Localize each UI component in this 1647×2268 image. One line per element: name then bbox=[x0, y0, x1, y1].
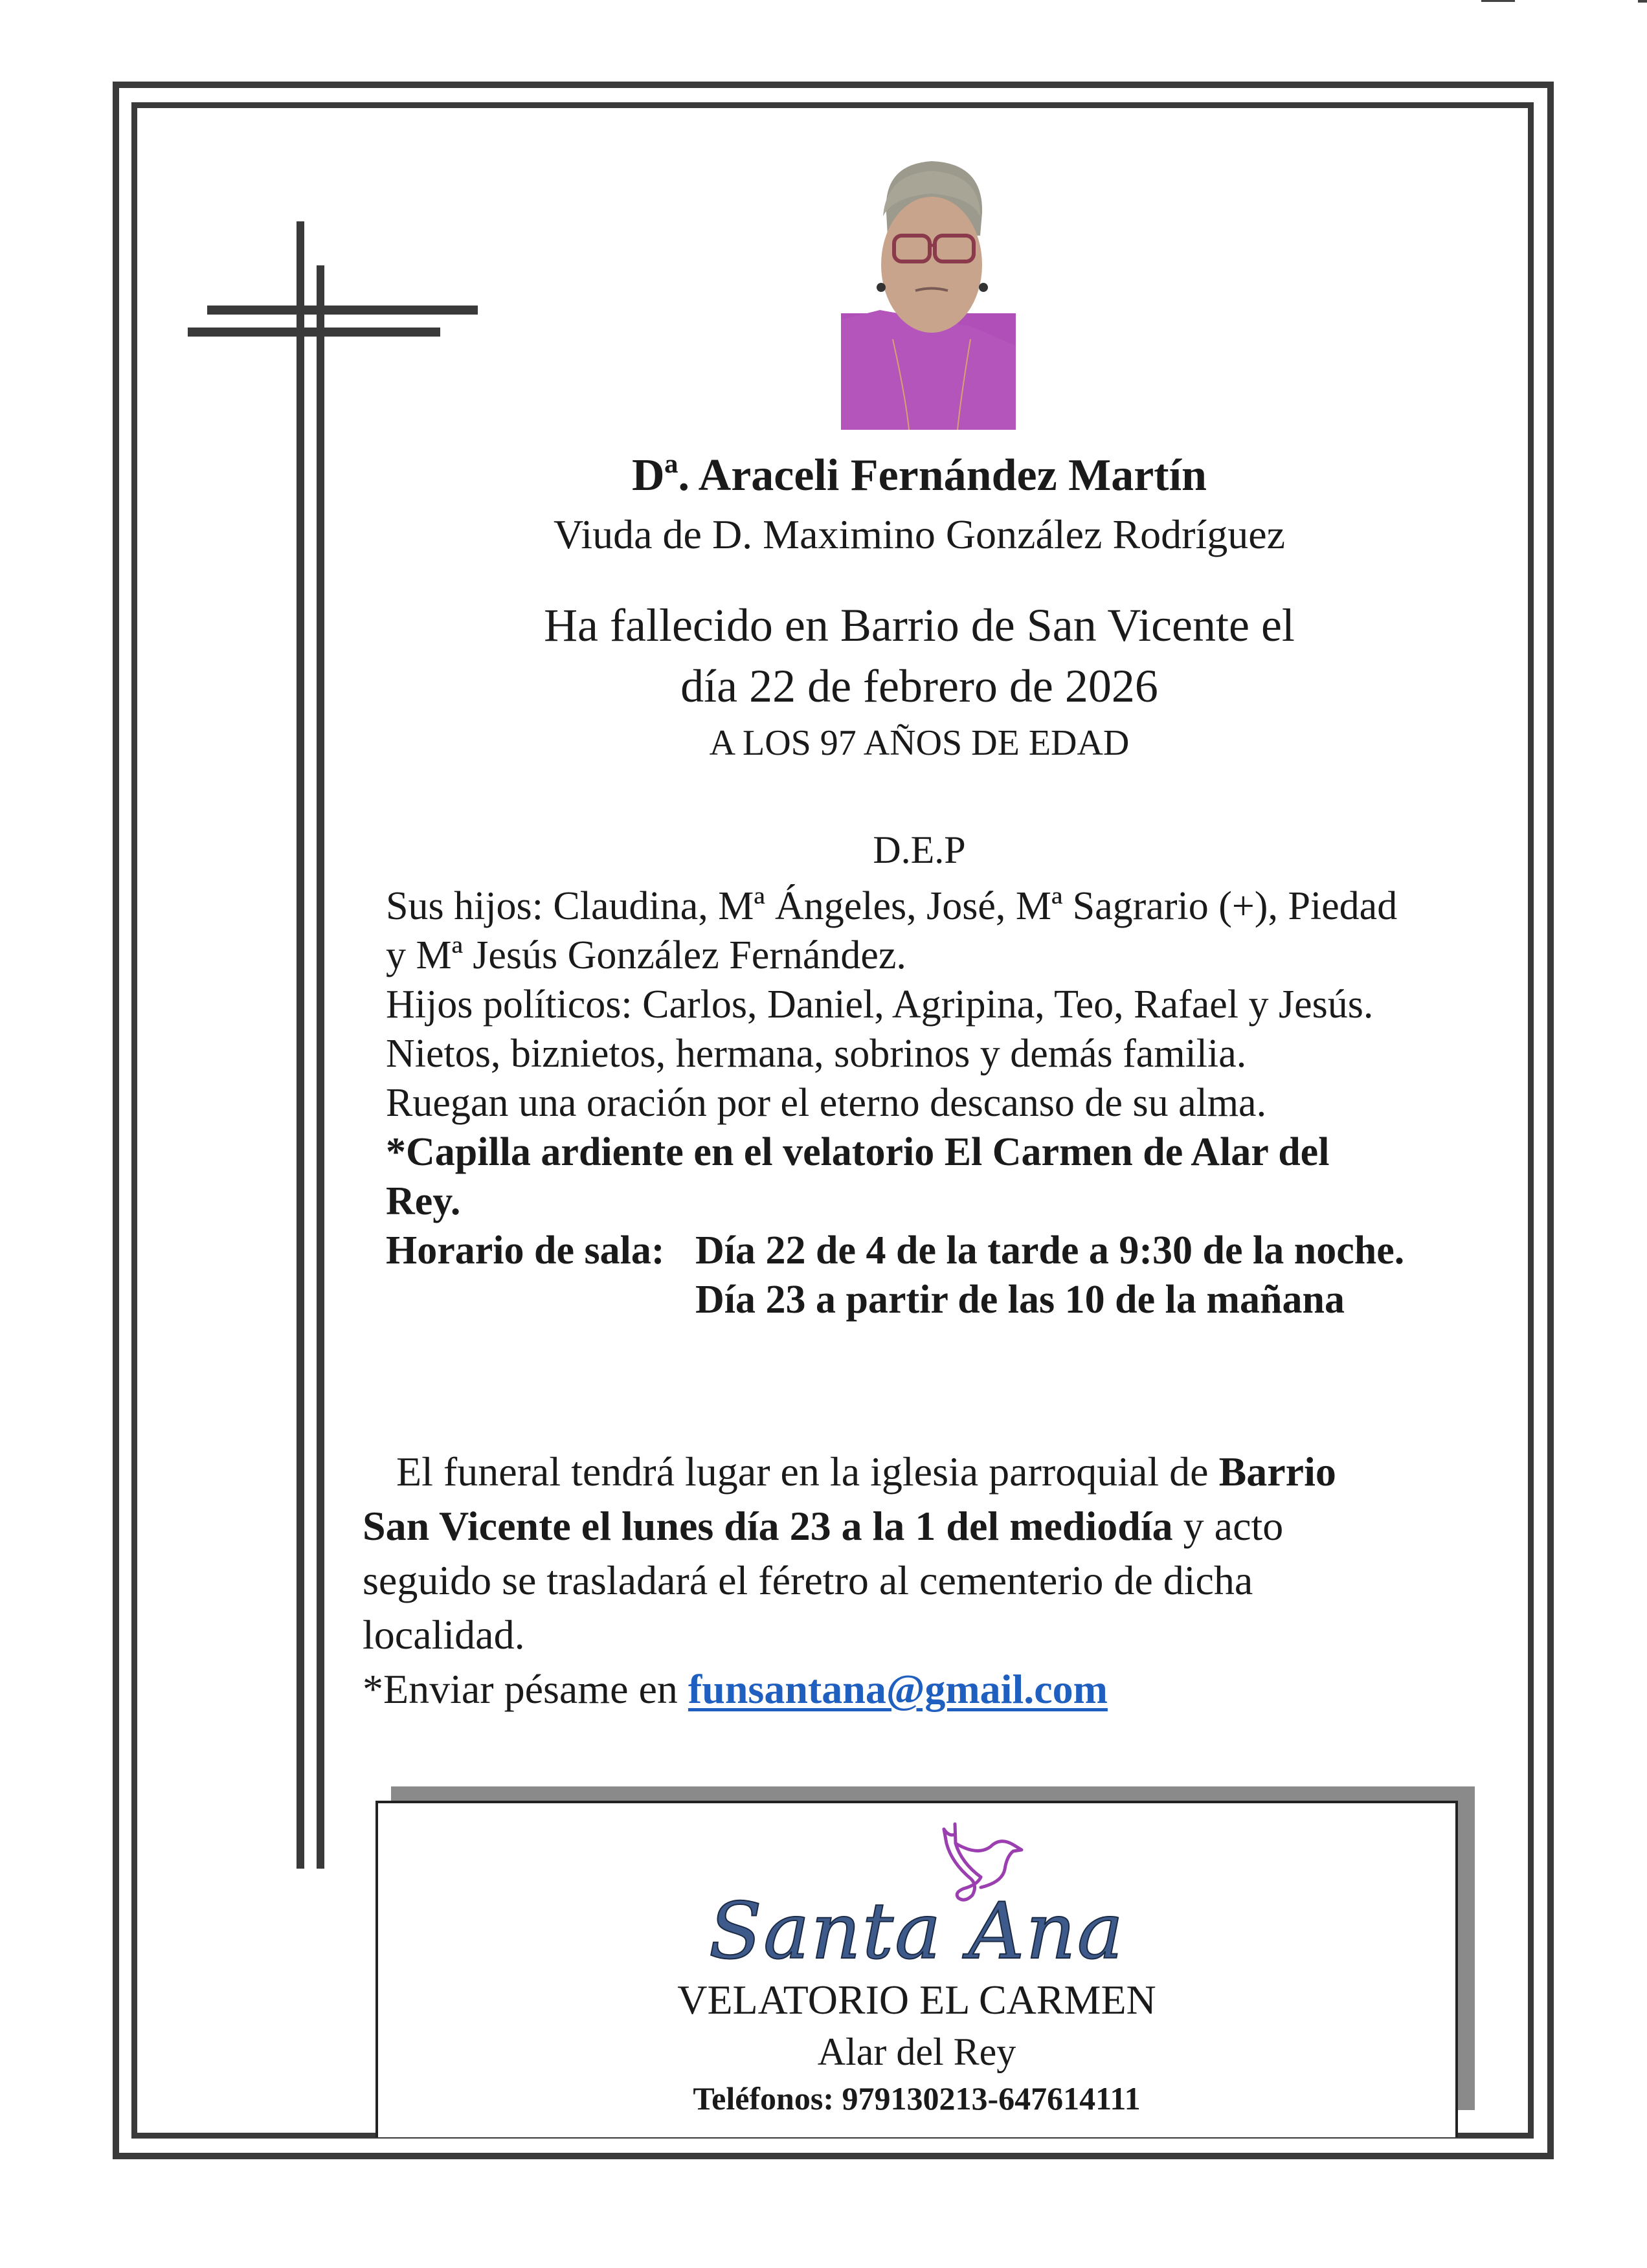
hours-label: Horario de sala: bbox=[386, 1228, 665, 1273]
chapel-line: *Capilla ardiente en el velatorio El Carmen de Alar del bbox=[386, 1130, 1330, 1174]
funeral-place: Barrio bbox=[1218, 1449, 1336, 1495]
phone-numbers: Teléfonos: 979130213-647614111 bbox=[693, 2080, 1141, 2117]
funeral-text: y acto bbox=[1172, 1503, 1284, 1549]
family-line: Ruegan una oración por el eterno descanso de su alma. bbox=[386, 1081, 1267, 1125]
scan-mark bbox=[1638, 0, 1647, 3]
family-line: Sus hijos: Claudina, Mª Ángeles, José, Mª Sagrario (+), Piedad bbox=[386, 884, 1398, 928]
portrait-photo bbox=[841, 151, 1016, 430]
funeral-text: El funeral tendrá lugar en la iglesia parroquial de bbox=[396, 1449, 1219, 1495]
funeral-line-1 bbox=[396, 1445, 1336, 1499]
funeral-line-4: localidad. bbox=[363, 1612, 525, 1658]
family-line: Nietos, biznietos, hermana, sobrinos y demás familia. bbox=[386, 1032, 1247, 1076]
age-line: A LOS 97 AÑOS DE EDAD bbox=[709, 723, 1130, 763]
family-line: Hijos políticos: Carlos, Daniel, Agripina, Teo, Rafael y Jesús. bbox=[386, 983, 1374, 1027]
widow-of-line: Viuda de D. Maximino González Rodríguez bbox=[553, 511, 1286, 557]
scan-mark bbox=[1481, 0, 1515, 2]
deceased-name: Dª. Araceli Fernández Martín bbox=[632, 450, 1207, 500]
venue-town: Alar del Rey bbox=[817, 2030, 1016, 2073]
venue-name: VELATORIO EL CARMEN bbox=[677, 1977, 1156, 2023]
hours-day-23: Día 23 a partir de las 10 de la mañana bbox=[695, 1278, 1345, 1322]
funeral-line-2 bbox=[363, 1499, 1283, 1553]
brand-script-logo: Santa Ana bbox=[708, 1887, 1125, 1977]
chapel-line: Rey. bbox=[386, 1179, 461, 1223]
condolence-label: *Enviar pésame en bbox=[363, 1666, 688, 1712]
email-link[interactable]: funsantana@gmail.com bbox=[688, 1666, 1108, 1712]
condolence-line bbox=[363, 1662, 1108, 1717]
family-line: y Mª Jesús González Fernández. bbox=[386, 933, 906, 977]
funeral-datetime: San Vicente el lunes día 23 a la 1 del mediodía bbox=[363, 1503, 1173, 1549]
hours-day-22: Día 22 de 4 de la tarde a 9:30 de la noche. bbox=[695, 1228, 1405, 1273]
footer-shadow bbox=[1458, 1786, 1475, 2110]
death-place-line: Ha fallecido en Barrio de San Vicente el bbox=[544, 599, 1295, 651]
funeral-line-3: seguido se trasladará el féretro al cementerio de dicha bbox=[363, 1557, 1253, 1603]
death-date-line: día 22 de febrero de 2026 bbox=[680, 660, 1158, 712]
rip-line: D.E.P bbox=[873, 828, 966, 871]
